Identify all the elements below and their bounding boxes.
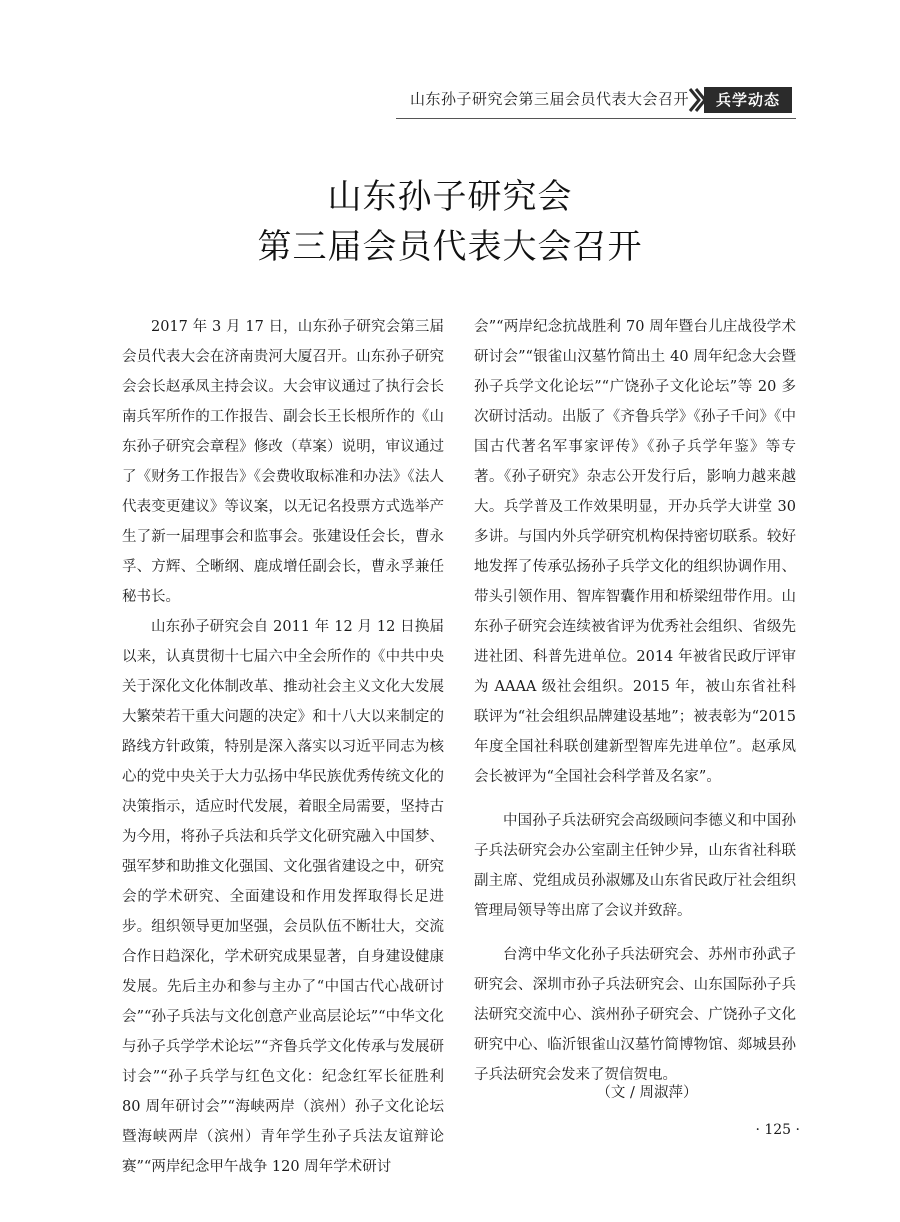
- right-column: [474, 312, 796, 1090]
- author-byline: （文 / 周淑萍）: [596, 1085, 698, 1101]
- header-rule: [396, 118, 796, 119]
- paragraph-4: 台湾中华文化孙子兵法研究会、苏州市孙武子研究会、深圳市孙子兵法研究会、山东国际孙子兵法研究交流中心、滨州孙子研究会、广饶孙子文化研究中心、临沂银雀山汉墓竹简博物馆、郯城县孙子兵法研究会发来了贺信贺电。: [474, 947, 796, 1083]
- paragraph-2-continued: 会”“两岸纪念抗战胜利 70 周年暨台儿庄战役学术研讨会”“银雀山汉墓竹简出土 40 周年纪念大会暨孙子兵学文化论坛”“广饶孙子文化论坛”等 20 多次研讨活动。出版了《齐鲁兵学》《孙子千问》《中国古代著名军事家评传》《孙子兵学年鉴》等专著。《孙子研究》杂志公开发行后，影响力越来越大。兵学普及工作效果明显，开办兵学大讲堂 30 多讲。与国内外兵学研究机构保持密切联系。较好地发挥了传承弘扬孙子兵学文化的组织协调作用、带头引领作用、智库智囊作用和桥梁纽带作用。山东孙子研究会连续被省评为优秀社会组织、省级先进社团、科普先进单位。2014 年被省民政厅评审为 AAAA 级社会组织。2015 年，被山东省社科联评为“社会组织品牌建设基地”；被表彰为“2015 年度全国社科联创建新型智库先进单位”。赵承凤会长被评为“全国社会科学普及名家”。: [474, 319, 796, 785]
- running-title: 山东孙子研究会第三届会员代表大会召开: [410, 90, 690, 108]
- running-header: [396, 84, 796, 116]
- paragraph-3: 中国孙子兵法研究会高级顾问李德义和中国孙子兵法研究会办公室副主任钟少异，山东省社科联副主席、党组成员孙淑娜及山东省民政厅社会组织管理局领导等出席了会议并致辞。: [474, 813, 796, 919]
- article-title: [0, 172, 900, 272]
- paragraph-2: 山东孙子研究会自 2011 年 12 月 12 日换届以来，认真贯彻十七届六中全会所作的《中共中央关于深化文化体制改革、推动社会主义文化大发展大繁荣若干重大问题的决定》和十八大以来制定的路线方针政策，特别是深入落实以习近平同志为核心的党中央关于大力弘扬中华民族优秀传统文化的决策指示，适应时代发展，着眼全局需要，坚持古为今用，将孙子兵法和兵学文化研究融入中国梦、强军梦和助推文化强国、文化强省建设之中，研究会的学术研究、全面建设和作用发挥取得长足进步。组织领导更加坚强，会员队伍不断壮大，交流合作日趋深化，学术研究成果显著，自身建设健康发展。先后主办和参与主办了“中国古代心战研讨会”“孙子兵法与文化创意产业高层论坛”“中华文化与孙子兵学学术论坛”“齐鲁兵学文化传承与发展研讨会”“孙子兵学与红色文化：纪念红军长征胜利 80 周年研讨会”“海峡两岸（滨州）孙子文化论坛暨海峡两岸（滨州）青年学生孙子兵法友谊辩论赛”“两岸纪念甲午战争 120 周年学术研讨: [122, 619, 444, 1175]
- paragraph-1: 2017 年 3 月 17 日，山东孙子研究会第三届会员代表大会在济南贵河大厦召开。山东孙子研究会会长赵承凤主持会议。大会审议通过了执行会长南兵军所作的工作报告、副会长王长根所作的《山东孙子研究会章程》修改（草案）说明，审议通过了《财务工作报告》《会费收取标准和办法》《法人代表变更建议》等议案，以无记名投票方式选举产生了新一届理事会和监事会。张建设任会长，曹永孚、方辉、仝晰纲、鹿成增任副会长，曹永孚兼任秘书长。: [122, 319, 444, 605]
- article-title-line-2: 第三届会员代表大会召开: [257, 227, 643, 267]
- article-title-line-1: 山东孙子研究会: [327, 177, 573, 217]
- page-number: · 125 ·: [755, 1122, 800, 1138]
- section-tag: 兵学动态: [704, 87, 792, 113]
- chevron-right-icon: [687, 86, 705, 114]
- left-column: [122, 312, 444, 1182]
